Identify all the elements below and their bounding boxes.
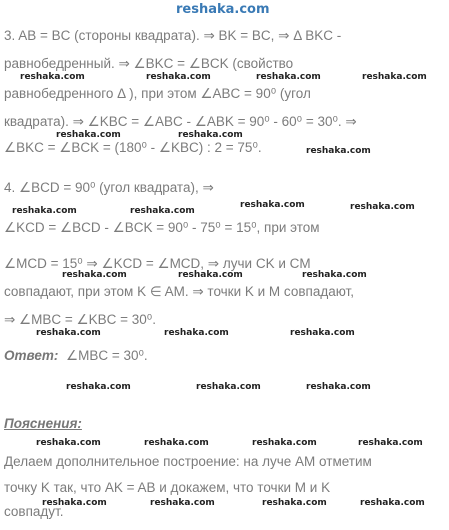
solution-line-1: 3. AB = BC (стороны квадрата). ⇒ BK = BC, ⇒ Δ BKC - [4, 28, 342, 43]
watermark: reshaka.com [36, 438, 101, 448]
solution-line-8: ∠MCD = 15⁰ ⇒ ∠KCD = ∠MCD, ⇒ лучи CK и CM [4, 256, 311, 271]
watermark: reshaka.com [130, 206, 195, 216]
watermark: reshaka.com [350, 202, 415, 212]
solution-line-9: совпадают, при этом K ∈ AM. ⇒ точки K и M совпадают, [4, 284, 354, 299]
watermark: reshaka.com [66, 382, 131, 392]
watermark: reshaka.com [36, 328, 101, 338]
watermark: reshaka.com [302, 270, 367, 280]
watermark: reshaka.com [262, 498, 327, 508]
watermark: reshaka.com [360, 498, 425, 508]
watermark: reshaka.com [306, 146, 371, 156]
watermark: reshaka.com [256, 72, 321, 82]
watermark: reshaka.com [164, 328, 229, 338]
watermark: reshaka.com [240, 200, 305, 210]
watermark: reshaka.com [150, 498, 215, 508]
watermark: reshaka.com [178, 130, 243, 140]
solution-line-6: 4. ∠BCD = 90⁰ (угол квадрата), ⇒ [4, 180, 214, 195]
site-title: reshaka.com [176, 2, 270, 17]
explanation-line-2: точку K так, что AK = AB и докажем, что точки M и K [4, 480, 331, 495]
solution-line-4: квадрата). ⇒ ∠KBC = ∠ABC - ∠ABK = 90⁰ - 60⁰ = 30⁰. ⇒ [4, 114, 357, 129]
solution-line-10: ⇒ ∠MBC = ∠KBC = 30⁰. [4, 312, 156, 327]
answer-label: Ответ: [4, 348, 59, 363]
watermark: reshaka.com [12, 206, 77, 216]
watermark: reshaka.com [56, 130, 121, 140]
explanation-line-3: совпадут. [4, 504, 64, 519]
solution-line-7: ∠KCD = ∠BCD - ∠BCK = 90⁰ - 75⁰ = 15⁰, при этом [4, 220, 320, 235]
watermark: reshaka.com [290, 328, 355, 338]
watermark: reshaka.com [178, 270, 243, 280]
solution-line-5: ∠BKC = ∠BCK = (180⁰ - ∠KBC) : 2 = 75⁰. [4, 140, 262, 155]
watermark: reshaka.com [358, 438, 423, 448]
solution-line-3: равнобедренного Δ ), при этом ∠ABC = 90⁰ (угол [4, 86, 311, 101]
watermark: reshaka.com [362, 72, 427, 82]
watermark: reshaka.com [196, 382, 261, 392]
watermark: reshaka.com [42, 498, 107, 508]
solution-line-2: равнобедренный. ⇒ ∠BKC = ∠BCK (свойство [4, 56, 294, 71]
watermark: reshaka.com [252, 438, 317, 448]
answer-text: ∠MBC = 30⁰. [66, 348, 148, 363]
explanation-label: Пояснения: [4, 416, 82, 431]
watermark: reshaka.com [144, 438, 209, 448]
watermark: reshaka.com [62, 270, 127, 280]
watermark: reshaka.com [20, 72, 85, 82]
explanation-line-1: Делаем дополнительное построение: на луче AM отметим [4, 454, 372, 469]
watermark: reshaka.com [306, 382, 371, 392]
watermark: reshaka.com [146, 72, 211, 82]
